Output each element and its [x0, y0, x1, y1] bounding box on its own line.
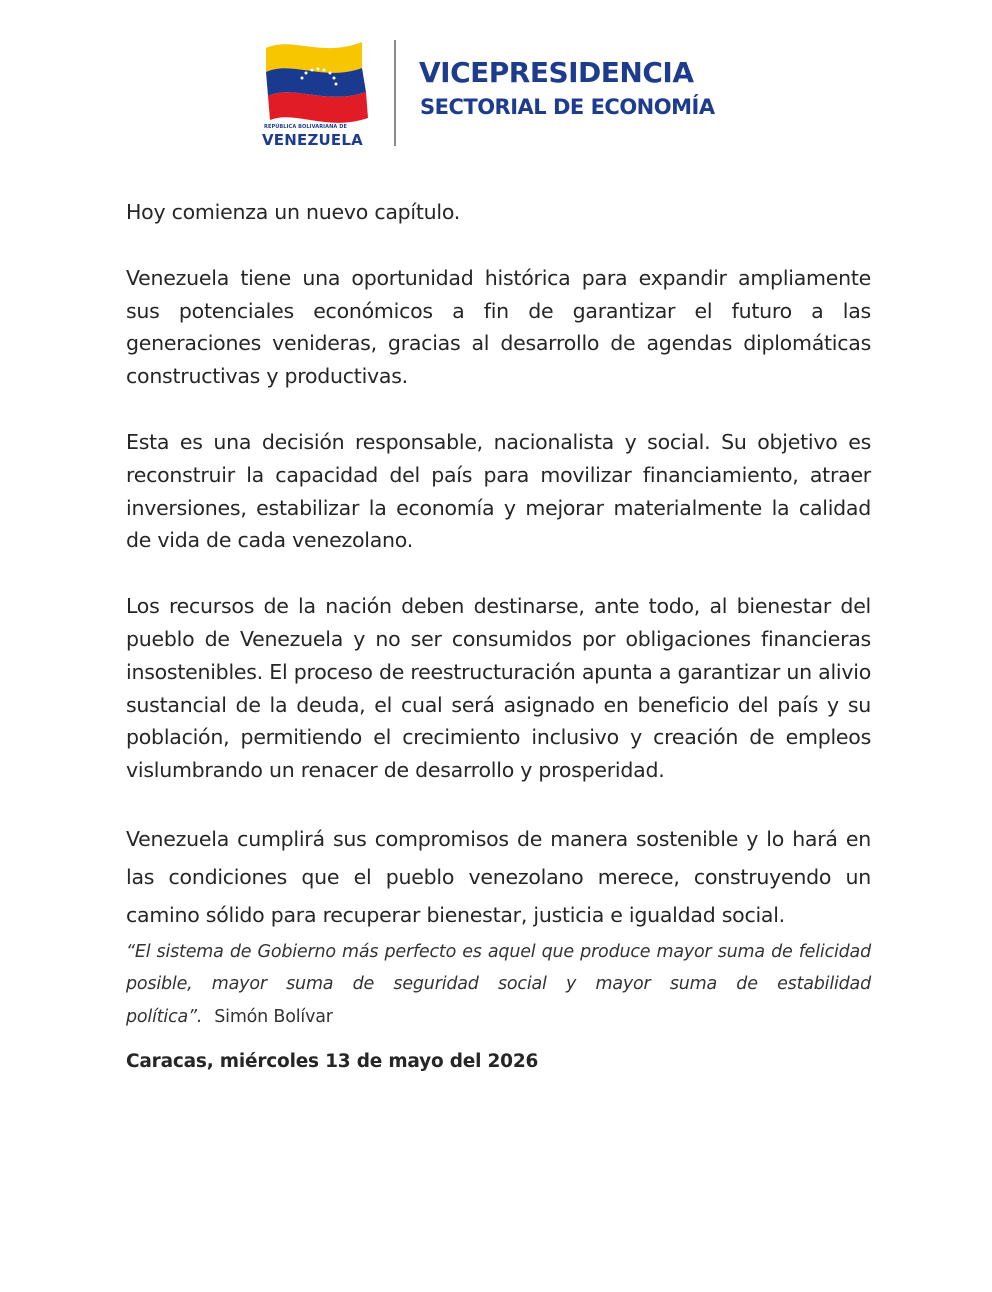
statement-paragraph: Hoy comienza un nuevo capítulo.	[126, 200, 461, 224]
org-title: VICEPRESIDENCIA	[419, 56, 694, 89]
header-divider	[394, 40, 396, 146]
quote-author: Simón Bolívar	[214, 1006, 333, 1027]
logo-republic-text: REPÚBLICA BOLIVARIANA DE	[264, 124, 347, 130]
org-subtitle: SECTORIAL DE ECONOMÍA	[420, 95, 715, 119]
bolivar-quote	[126, 936, 871, 1034]
quote-text: “El sistema de Gobierno más perfecto es aquel que produce mayor suma de felicidad posible, mayor suma de seguridad social y mayor suma de estabilidad política”.	[126, 941, 871, 1027]
statement-paragraph: Venezuela cumplirá sus compromisos de manera sostenible y lo hará en las condiciones que el pueblo venezolano merece, construyendo un camino sólido para recuperar bienestar, justicia e igualdad social.	[126, 826, 871, 927]
place-date: Caracas, miércoles 13 de mayo del 2026	[126, 1051, 539, 1073]
logo-country-text: VENEZUELA	[262, 131, 363, 149]
statement-body	[126, 196, 871, 1072]
statement-paragraph: Los recursos de la nación deben destinarse, ante todo, al bienestar del pueblo de Venezuela y no ser consumidos por obligaciones financieras insostenibles. El proceso de reestructuración apunta a garantizar un alivio sustancial de la deuda, el cual será asignado en beneficio del país y su población, permitiendo el crecimiento inclusivo y creación de empleos vislumbrando un renacer de desarrollo y prosperidad.	[126, 594, 871, 783]
venezuela-logo	[262, 38, 374, 150]
statement-paragraph: Venezuela tiene una oportunidad histórica para expandir ampliamente sus potenciales económicos a fin de garantizar el futuro a las generaciones venideras, gracias al desarrollo de agendas diplomáticas constructivas y productivas.	[126, 265, 871, 389]
statement-paragraph: Esta es una decisión responsable, nacionalista y social. Su objetivo es reconstruir la capacidad del país para movilizar financiamiento, atraer inversiones, estabilizar la economía y mejorar materialmente la calidad de vida de cada venezolano.	[126, 429, 871, 553]
venezuela-flag-icon	[262, 38, 374, 124]
